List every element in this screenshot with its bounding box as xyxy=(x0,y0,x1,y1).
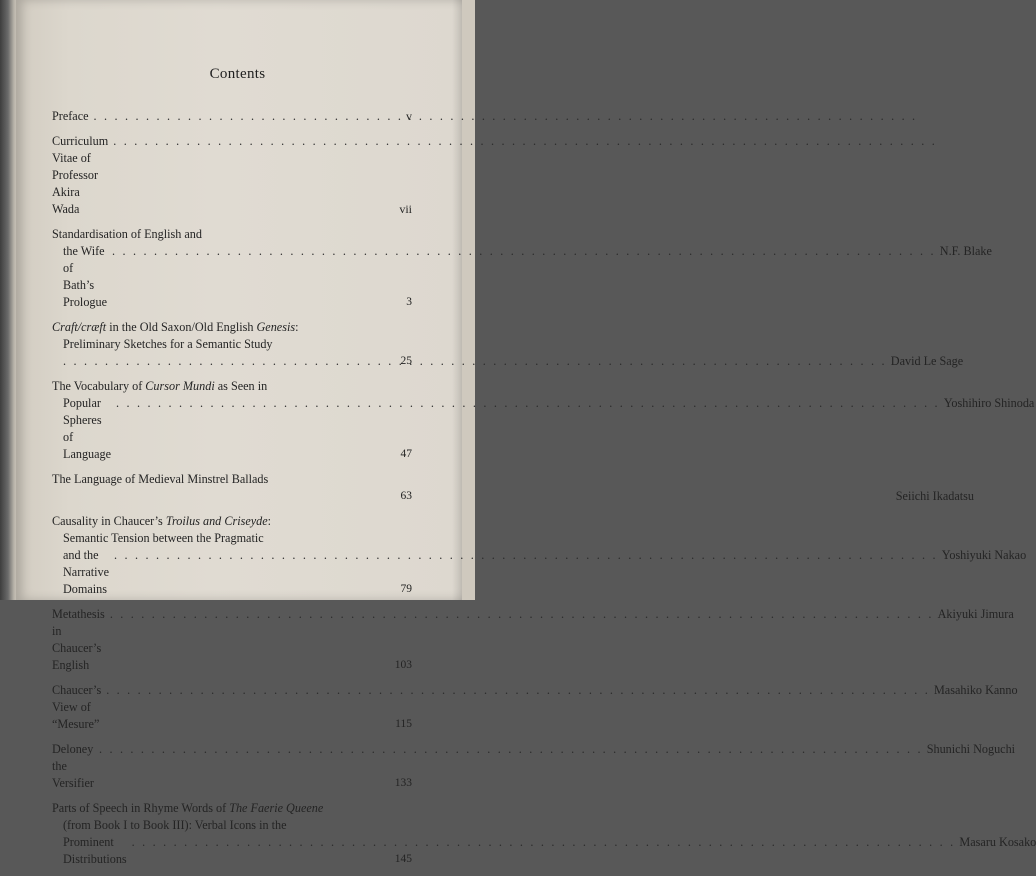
page-number: v xyxy=(406,109,412,123)
dot-leader xyxy=(110,606,934,623)
toc-entry-craft xyxy=(52,319,964,370)
toc-entry-preface xyxy=(52,108,412,125)
toc-entry-minstrel-ballads xyxy=(52,471,974,505)
entry-title-line: and the Narrative Domains xyxy=(63,548,110,596)
author-name: Yoshiyuki Nakao xyxy=(941,548,1027,562)
dot-leader xyxy=(114,547,938,564)
page-number: 115 xyxy=(395,718,412,730)
author-name: Seiichi Ikadatsu xyxy=(895,489,974,503)
entry-title-line: Parts of Speech in Rhyme Words of The Faerie Queene xyxy=(52,801,324,815)
author-name: Masaru Kosako xyxy=(959,835,1036,849)
entry-title-line: Causality in Chaucer’s Troilus and Criseyde: xyxy=(52,514,272,528)
entry-title-line: (from Book I to Book III): Verbal Icons in the xyxy=(63,818,287,832)
toc-entry-troilus xyxy=(52,513,1027,598)
entry-title-line: the Wife of Bath’s Prologue xyxy=(63,244,108,309)
entry-title-line: The Vocabulary of Cursor Mundi as Seen in xyxy=(52,379,268,393)
entry-title-line: The Language of Medieval Minstrel Ballads xyxy=(52,472,269,486)
page-number: 63 xyxy=(400,490,412,502)
author-name: Akiyuki Jimura xyxy=(937,607,1014,621)
entry-title: Curriculum Vitae of Professor Akira Wada xyxy=(52,134,109,216)
dot-leader xyxy=(113,133,937,150)
dot-leader xyxy=(99,741,923,758)
entry-title: Deloney the Versifier xyxy=(52,742,94,790)
toc-entry-cursor-mundi xyxy=(52,378,1035,463)
contents-heading: Contents xyxy=(209,66,266,82)
author-name: Shunichi Noguchi xyxy=(926,742,1016,756)
page-number: 145 xyxy=(394,853,412,865)
page-number: 3 xyxy=(406,296,412,308)
toc-entry-metathesis xyxy=(52,606,1014,674)
page-number: 47 xyxy=(400,448,412,460)
author-name: Yoshihiro Shinoda xyxy=(943,396,1035,410)
entry-title-line: Popular Spheres of Language xyxy=(63,396,112,461)
page-number: 25 xyxy=(400,355,412,367)
page-number: 79 xyxy=(400,583,412,595)
author-name: Masahiko Kanno xyxy=(933,683,1018,697)
author-name: N.F. Blake xyxy=(939,244,992,258)
dot-leader xyxy=(106,682,930,699)
dot-leader xyxy=(63,353,887,370)
page-edge-shadow xyxy=(452,0,462,600)
entry-title-line: Preliminary Sketches for a Semantic Study xyxy=(63,337,273,351)
page-number: 133 xyxy=(394,777,412,789)
entry-title-line: Semantic Tension between the Pragmatic xyxy=(63,531,264,545)
entry-title: Preface xyxy=(52,109,89,123)
toc-entry-deloney xyxy=(52,741,1016,792)
dot-leader xyxy=(112,243,936,260)
dot-leader xyxy=(94,108,918,125)
table-of-contents xyxy=(52,108,1036,876)
toc-entry-faerie-queene xyxy=(52,800,1036,868)
toc-entry-standardisation xyxy=(52,226,992,311)
entry-title-line: Prominent Distributions xyxy=(63,835,127,866)
entry-title: Metathesis in Chaucer’s English xyxy=(52,607,105,672)
toc-entry-curriculum-vitae xyxy=(52,133,412,218)
dot-leader xyxy=(132,834,956,851)
entry-title-line: Standardisation of English and xyxy=(52,227,202,241)
toc-entry-mesure xyxy=(52,682,1018,733)
entry-title: Chaucer’s View of “Mesure” xyxy=(52,683,102,731)
page-number: 103 xyxy=(394,659,412,671)
author-name: David Le Sage xyxy=(890,354,964,368)
entry-title-line: Craft/cræft in the Old Saxon/Old English Genesis: xyxy=(52,320,299,334)
page-number: vii xyxy=(399,202,412,216)
dot-leader xyxy=(116,395,940,412)
